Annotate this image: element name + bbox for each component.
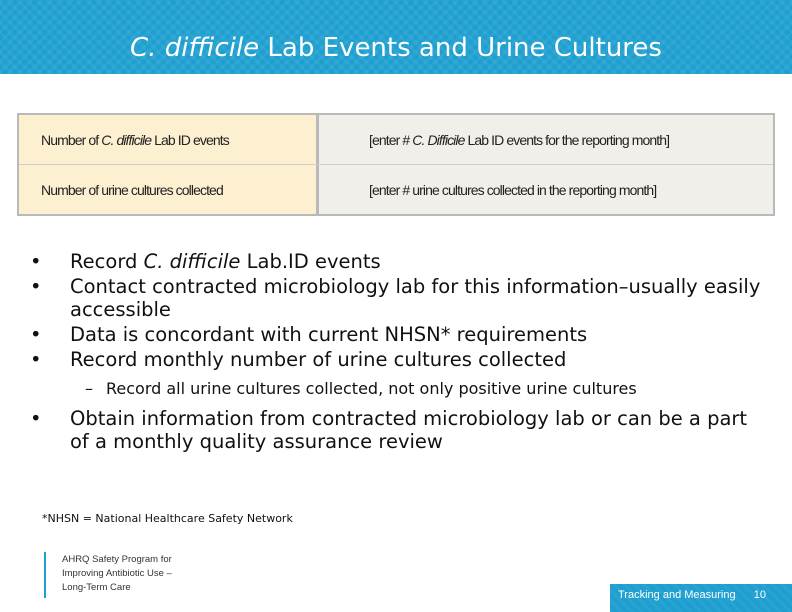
- bullet-item: • Data is concordant with current NHSN* requirements: [30, 323, 588, 346]
- logo-line: Improving Antibiotic Use –: [62, 568, 172, 579]
- footer-bar: [610, 584, 792, 612]
- label-text-end: Lab ID events: [154, 131, 229, 148]
- label-italic: C. difficile: [101, 131, 152, 148]
- title-rest: Lab Events and Urine Cultures: [259, 33, 662, 63]
- row-value[interactable]: [319, 115, 773, 164]
- row-value[interactable]: [enter # urine cultures collected in the reporting month]: [319, 165, 773, 214]
- ahrq-logo: [44, 552, 224, 604]
- bullet-item: • Record monthly number of urine cultures collected: [30, 348, 567, 371]
- title-italic: C. difficile: [130, 33, 260, 63]
- value-text: [enter #: [369, 131, 410, 148]
- sub-bullet-item: – Record all urine cultures collected, not only positive urine cultures: [85, 379, 637, 398]
- bullet-item: • Record C. difficile Lab.ID events: [30, 250, 381, 273]
- bullet-text: Contact contracted microbiology lab for this information–usually easily accessible: [70, 275, 761, 321]
- bullet-italic: C. difficile: [143, 250, 241, 273]
- table-row: [19, 164, 773, 214]
- logo-line: AHRQ Safety Program for: [62, 554, 172, 565]
- title-banner: [0, 0, 792, 74]
- row-label: Number of urine cultures collected: [19, 165, 319, 214]
- slide-title: [0, 33, 792, 63]
- logo-divider: [44, 552, 46, 598]
- bullet-text: Record: [70, 250, 144, 273]
- sub-bullet-text: Record all urine cultures collected, not only positive urine cultures: [106, 379, 637, 398]
- value-italic: C. Difficile: [412, 131, 465, 148]
- bullet-text: Data is concordant with current NHSN* requirements: [70, 323, 588, 346]
- bullet-list: [26, 250, 771, 455]
- bullet-text: Record monthly number of urine cultures collected: [70, 348, 567, 371]
- bullet-item: • Contact contracted microbiology lab for this information–usually easily accessible: [30, 275, 761, 321]
- logo-line: Long-Term Care: [62, 582, 131, 593]
- label-text: Number of: [41, 131, 99, 148]
- bullet-item: • Obtain information from contracted microbiology lab or can be a part of a monthly quality assurance review: [30, 407, 748, 453]
- page-number: 10: [753, 589, 766, 601]
- table-row: [19, 115, 773, 164]
- bullet-text: Obtain information from contracted microbiology lab or can be a part of a monthly quality assurance review: [70, 407, 748, 453]
- row-label: [19, 115, 319, 164]
- data-table: [17, 113, 775, 216]
- bullet-text-end: Lab.ID events: [240, 250, 381, 273]
- footnote: *NHSN = National Healthcare Safety Network: [42, 512, 293, 525]
- value-text-end: Lab ID events for the reporting month]: [467, 131, 670, 148]
- section-label: Tracking and Measuring: [618, 589, 736, 601]
